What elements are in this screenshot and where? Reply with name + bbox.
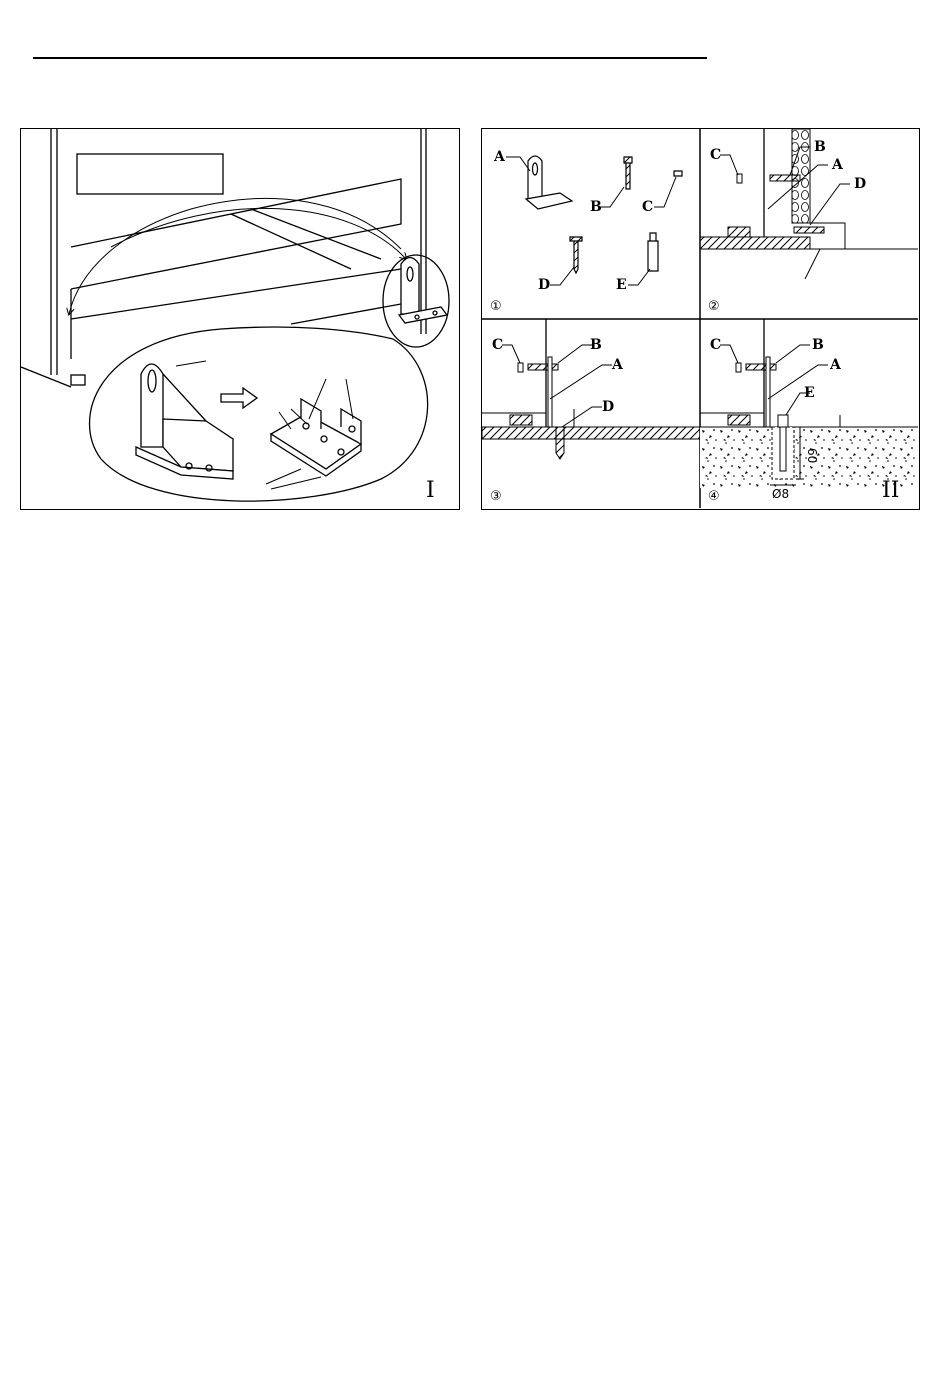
label-b: B xyxy=(590,199,602,215)
part-c-nut xyxy=(674,171,682,176)
label-b: B xyxy=(814,139,826,155)
label-e: E xyxy=(804,385,815,401)
zoom-bubble xyxy=(90,327,428,501)
part-e-anchor xyxy=(648,233,658,271)
label-c: C xyxy=(642,199,654,215)
bracket-mounted xyxy=(383,255,449,347)
figure-number-2: II xyxy=(882,478,900,503)
panel-parts xyxy=(490,149,682,314)
step-1-number: ① xyxy=(490,299,502,314)
label-a: A xyxy=(830,357,841,373)
part-d-screw xyxy=(570,237,582,273)
part-b-bolt xyxy=(624,157,632,189)
transform-arrow xyxy=(221,388,257,408)
bracket-large-after xyxy=(271,399,361,476)
label-d: D xyxy=(602,399,615,415)
panel-floor-screw xyxy=(482,319,700,504)
panel-wall-mount xyxy=(700,129,918,314)
cabinet-bracket-drawing xyxy=(21,129,458,508)
label-d: D xyxy=(854,176,867,192)
step-2-number: ② xyxy=(708,299,720,314)
label-c: C xyxy=(492,337,504,353)
figure-cabinet-bracket xyxy=(20,128,460,510)
figure-number-1: I xyxy=(426,478,435,503)
label-d: D xyxy=(538,277,551,293)
label-e: E xyxy=(616,277,627,293)
label-c: C xyxy=(710,337,722,353)
dimension-depth: 60 xyxy=(805,448,819,464)
step-4-number: ④ xyxy=(708,489,720,504)
label-c: C xyxy=(710,147,722,163)
label-b: B xyxy=(812,337,824,353)
cabinet-outline xyxy=(21,129,426,387)
label-b: B xyxy=(590,337,602,353)
step-3-number: ③ xyxy=(490,489,502,504)
installation-steps-drawing xyxy=(482,129,918,508)
header-rule xyxy=(33,57,707,59)
bracket-large-before xyxy=(136,364,233,479)
label-a: A xyxy=(494,149,505,165)
label-a: A xyxy=(612,357,623,373)
panel-concrete-anchor xyxy=(700,319,918,504)
figure-installation-steps xyxy=(481,128,920,510)
dimension-diameter: Ø8 xyxy=(772,487,790,501)
label-a: A xyxy=(832,157,843,173)
